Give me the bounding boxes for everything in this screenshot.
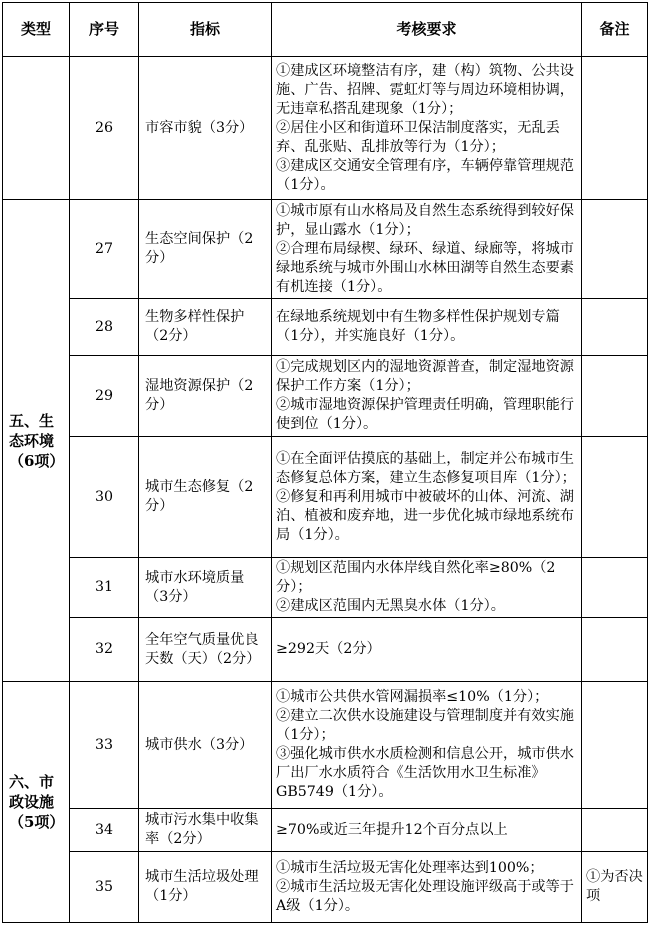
- row-requirement: [272, 57, 582, 200]
- row-indicator: 城市供水（3分）: [139, 682, 272, 809]
- row-number: 32: [70, 618, 139, 682]
- row-indicator: 城市水环境质量（3分）: [139, 558, 272, 618]
- requirement-line: 在绿地系统规划中有生物多样性保护规划专篇（1分），并实施良好（1分）。: [276, 309, 560, 344]
- table-row: [3, 618, 648, 682]
- row-number: 27: [70, 200, 139, 299]
- table-row: [3, 852, 648, 923]
- requirement-line: ②修复和再利用城市中被破坏的山体、河流、湖泊、植被和废弃地，进一步优化城市绿地系统布局（1分）。: [276, 488, 574, 543]
- row-note: ①为否决项: [582, 852, 648, 923]
- row-requirement: [272, 809, 582, 852]
- requirement-line: ②城市生活垃圾无害化处理设施评级高于或等于A级（1分）。: [276, 878, 574, 914]
- row-note: [582, 57, 648, 200]
- header-indicator: 指标: [139, 3, 272, 57]
- row-indicator: 市容市貌（3分）: [139, 57, 272, 200]
- row-requirement: [272, 852, 582, 923]
- row-requirement: [272, 299, 582, 356]
- row-number: 29: [70, 356, 139, 437]
- table-row: [3, 437, 648, 558]
- row-note: [582, 200, 648, 299]
- table-row: [3, 558, 648, 618]
- requirement-line: ①建成区环境整洁有序，建（构）筑物、公共设施、广告、招牌、霓虹灯等与周边环境相协调，无违章私搭乱建现象（1分）；: [276, 62, 574, 117]
- requirement-line: ①在全面评估摸底的基础上，制定并公布城市生态修复总体方案，建立生态修复项目库（1分）；: [276, 450, 576, 486]
- requirement-line: ①城市生活垃圾无害化处理率达到100%；: [276, 859, 544, 876]
- requirement-line: ①完成规划区内的湿地资源普查，制定湿地资源保护工作方案（1分）；: [276, 359, 574, 394]
- table-row: [3, 299, 648, 356]
- row-requirement: [272, 682, 582, 809]
- category-muni: 六、市政设施（5项）: [3, 682, 70, 923]
- row-requirement: [272, 356, 582, 437]
- category-cell-empty: [3, 57, 70, 200]
- row-indicator: 全年空气质量优良天数（天）（2分）: [139, 618, 272, 682]
- row-requirement: [272, 437, 582, 558]
- requirement-line: ②居住小区和街道环卫保洁制度落实，无乱丢弃、乱张贴、乱排放等行为（1分）；: [276, 119, 560, 155]
- category-eco: 五、生态环境（6项）: [3, 200, 70, 682]
- table-row: [3, 57, 648, 200]
- requirement-line: ③建成区交通安全管理有序，车辆停靠管理规范（1分）。: [276, 157, 574, 193]
- row-indicator: 城市污水集中收集率（2分）: [139, 809, 272, 852]
- header-number: 序号: [70, 3, 139, 57]
- table-row: [3, 356, 648, 437]
- requirement-line: ③强化城市供水水质检测和信息公开，城市供水厂出厂水水质符合《生活饮用水卫生标准》GB5749（1分）。: [276, 746, 574, 800]
- row-indicator: 生物多样性保护（2分）: [139, 299, 272, 356]
- header-requirement: 考核要求: [272, 3, 582, 57]
- row-indicator: 城市生态修复（2分）: [139, 437, 272, 558]
- requirement-line: ①城市公共供水管网漏损率≤10%（1分）；: [276, 689, 549, 705]
- row-note: [582, 437, 648, 558]
- requirement-line: ②城市湿地资源保护管理责任明确，管理职能行使到位（1分）。: [276, 397, 574, 432]
- row-requirement: [272, 618, 582, 682]
- row-note: [582, 682, 648, 809]
- row-note: [582, 356, 648, 437]
- row-note: [582, 809, 648, 852]
- row-indicator: 城市生活垃圾处理（1分）: [139, 852, 272, 923]
- requirement-line: ≥292天（2分）: [276, 641, 381, 657]
- header-type: 类型: [3, 3, 70, 57]
- row-indicator: 湿地资源保护（2分）: [139, 356, 272, 437]
- row-number: 30: [70, 437, 139, 558]
- assessment-table: [2, 2, 648, 923]
- requirement-line: ②建立二次供水设施建设与管理制度并有效实施（1分）；: [276, 708, 574, 743]
- row-note: [582, 299, 648, 356]
- row-number: 34: [70, 809, 139, 852]
- requirement-line: ①规划区范围内水体岸线自然化率≥80%（2分）；: [276, 560, 556, 595]
- row-note: [582, 558, 648, 618]
- row-note: [582, 618, 648, 682]
- row-number: 35: [70, 852, 139, 923]
- row-number: 26: [70, 57, 139, 200]
- requirement-line: ②合理布局绿楔、绿环、绿道、绿廊等，将城市绿地系统与城市外围山水林田湖等自然生态要素有机连接（1分）。: [276, 240, 574, 295]
- row-number: 31: [70, 558, 139, 618]
- row-requirement: [272, 558, 582, 618]
- header-note: 备注: [582, 3, 648, 57]
- table-row: [3, 200, 648, 299]
- row-number: 33: [70, 682, 139, 809]
- row-requirement: [272, 200, 582, 299]
- header-row: [3, 3, 648, 57]
- table-row: [3, 682, 648, 809]
- requirement-line: ①城市原有山水格局及自然生态系统得到较好保护，显山露水（1分）；: [276, 202, 574, 238]
- table-row: [3, 809, 648, 852]
- row-indicator: 生态空间保护（2分）: [139, 200, 272, 299]
- requirement-line: ≥70%或近三年提升12个百分点以上: [276, 821, 508, 838]
- row-number: 28: [70, 299, 139, 356]
- requirement-line: ②建成区范围内无黑臭水体（1分）。: [276, 598, 505, 614]
